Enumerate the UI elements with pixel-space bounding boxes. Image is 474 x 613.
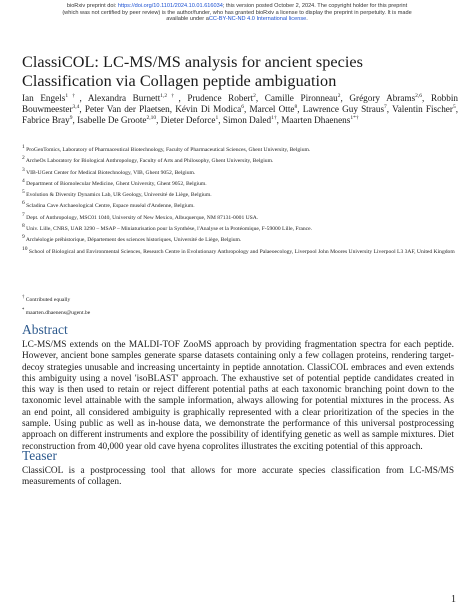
author-separator: , [455, 103, 458, 114]
author-name: Fabrice Bray [22, 114, 70, 125]
author-name: Robbin Bouwmeester [22, 93, 458, 114]
affiliation-item [22, 189, 456, 199]
author-name: Dieter Deforce [160, 114, 216, 125]
author-name: Simon Daled [222, 114, 272, 125]
abstract-heading: Abstract [22, 322, 68, 337]
corresponding-marker: * [22, 308, 25, 313]
contributed-text: Contributed equally [25, 296, 71, 303]
author-name: Isabelle De Groote [77, 114, 147, 125]
author-affiliation-marker: 9 [69, 114, 73, 121]
affiliation-text: Univ. Lille, CNRS, UAR 3290 – MSAP – Miniaturisation pour la Synthèse, l'Analyse et la Protéomique, F-59000 Lille, France. [26, 226, 313, 233]
doi-link[interactable]: https://doi.org/10.1101/2024.10.01.616034 [117, 3, 223, 9]
author-name: Peter Van der Plaetsen, Kévin Di Modica [84, 103, 242, 114]
corresponding-note [22, 307, 456, 317]
contributed-marker: † [22, 295, 25, 300]
author-name: Maarten Dhaenens [281, 114, 351, 125]
affiliation-number: 5 [22, 189, 25, 196]
author-affiliation-marker: 5 [452, 103, 456, 110]
banner-prefix: bioRxiv preprint doi: [66, 3, 118, 9]
author-separator: , [386, 103, 393, 114]
paper-title: ClassiCOL: LC-MS/MS analysis for ancient species Classification via Collagen peptide ambiguation [22, 53, 363, 90]
author-separator: , [276, 114, 282, 125]
affiliation-item [22, 245, 456, 256]
page-number: 1 [451, 594, 456, 605]
author-affiliation-marker: 1,2† [160, 92, 179, 99]
affiliation-text: Department of Biomolecular Medicine, Ghent University, Ghent 9052, Belgium. [26, 180, 207, 187]
license-link[interactable]: CC-BY-NC-ND 4.0 International license [208, 16, 307, 23]
banner-line3-prefix: available under a [166, 16, 209, 23]
affiliation-text: Archéologie préhistorique, Département des sciences historiques, Université de Liège, Belgium. [25, 237, 242, 244]
author-affiliation-marker: 2,10 [146, 114, 157, 121]
author-separator: , [244, 103, 250, 114]
affiliation-item [22, 211, 456, 222]
author-name: Marcel Otte [249, 103, 295, 114]
author-affiliation-marker: 1*† [350, 114, 359, 121]
author-affiliation-marker: 2,6 [415, 92, 423, 99]
affiliation-number: 10 [22, 245, 28, 252]
author-name: Ian Engels [22, 93, 66, 103]
affiliation-number: 8 [22, 223, 25, 230]
author-separator: , [218, 114, 223, 125]
author-affiliation-marker: 1† [271, 114, 277, 121]
author-name: Valentin Fischer [392, 103, 453, 114]
affiliation-list [22, 144, 456, 260]
author-list [22, 93, 458, 126]
banner-line2: (which was not certified by peer review) is the author/funder, who has granted bioRxiv a license to display the preprint in perpetuity. It is made [62, 9, 412, 16]
affiliation-text: School of Biological and Environmental Sciences, Research Centre in Evolutionary Anthropology and Palaeoecology, Liverpool John Moores University Liverpool L3 3AF, United Kingdom [28, 248, 455, 255]
author-separator: , [72, 114, 78, 125]
affiliation-item [22, 155, 456, 165]
author-name: Alexandra Burnett [87, 93, 161, 103]
affiliation-number: 6 [22, 200, 25, 207]
affiliation-text: Scladina Cave Archaeological Centre, Espace muséal d'Andenne, Belgium. [26, 203, 195, 210]
author-separator: , [340, 93, 350, 103]
teaser-text: ClassiCOL is a postprocessing tool that allows for more accurate species classification from LC-MS/MS measurements of collagen. [22, 466, 454, 488]
author-affiliation-marker: 1 [215, 114, 219, 121]
teaser-heading: Teaser [22, 448, 58, 463]
affiliation-text: Dept. of Anthropology, MSC01 1040, University of New Mexico, Albuquerque, NM 87131-0001 USA. [26, 214, 259, 221]
author-separator: , [255, 93, 265, 103]
affiliation-item [22, 200, 456, 210]
affiliation-number: 4 [22, 178, 25, 185]
affiliation-number: 1 [22, 144, 25, 151]
author-separator: , [422, 93, 431, 103]
author-separator: , [79, 93, 88, 103]
author-separator: , [156, 114, 161, 125]
affiliation-item [22, 178, 456, 188]
affiliation-number: 2 [22, 155, 25, 162]
author-name: Camille Pironneau [264, 93, 338, 103]
affiliation-item [22, 234, 456, 244]
affiliation-text: ProGenTomics, Laboratory of Pharmaceutical Biotechnology, Faculty of Pharmaceutical Sciences, Ghent University, Belgium. [26, 147, 311, 153]
affiliation-number: 3 [22, 166, 25, 173]
corresponding-email[interactable]: maarten.dhaenens@ugent.be [25, 309, 91, 316]
affiliation-number: 7 [22, 211, 25, 218]
author-name: Lawrence Guy Straus [302, 103, 385, 114]
banner-line1-rest: ; this version posted October 2, 2024. The copyright holder for this preprint [222, 3, 408, 9]
affiliation-item [22, 223, 456, 233]
affiliation-text: Evolution & Diversity Dynamics Lab, UR Geology, Université de Liège, Belgium. [26, 192, 212, 199]
affiliation-text: VIB-UGent Center for Medical Biotechnology, VIB, Ghent 9052, Belgium. [26, 169, 196, 176]
abstract-text: LC-MS/MS extends on the MALDI-TOF ZooMS approach by providing fragmentation spectra for each peptide. However, ancient bone samples generate sparse datasets containing only a few collagen proteins, rendering target-decoy strategies unusable and increasing uncertainty in peptide annotation. ClassiCOL embraces and even extends this ambiguity using a novel 'isoBLAST' approach. The exhaustive set of potential peptide candidates created in this way is then used to retain or reject different potential paths at each taxonomic branching point down to the taxonomic level attainable with the sample information, always allowing for potential mixtures in the process. As an end point, all considered ambiguity is graphically represented with a clear prioritization of the species in the sample. Using public as well as in-house data, we demonstrate the performance of this universal postprocessing approach on different instruments and explore the possibility of identifying genetic as well as sample mixtures. Diet reconstruction from 40,000 year old cave hyena coprolites illustrates the exciting potential of this approach. [22, 340, 454, 452]
author-separator: , [79, 103, 85, 114]
author-affiliation-marker: 7 [384, 103, 387, 110]
author-affiliation-marker: 1† [65, 92, 80, 99]
author-affiliation-marker: 3,4 [72, 103, 80, 110]
author-separator: , [178, 93, 188, 103]
affiliation-text: ArcheOs Laboratory for Biological Anthropology, Faculty of Arts and Philosophy, Ghent University, Belgium. [25, 158, 274, 165]
affiliation-item [22, 144, 456, 154]
affiliation-item [22, 166, 456, 177]
author-affiliation-marker: 8 [294, 103, 298, 110]
preprint-banner [0, 3, 474, 23]
author-affiliation-marker: 2 [253, 92, 256, 99]
author-name: Grégory Abrams [349, 93, 416, 103]
author-affiliation-marker: 6 [241, 103, 244, 110]
author-separator: , [297, 103, 303, 114]
banner-line3-suffix: . [306, 16, 308, 23]
contributed-note [22, 294, 456, 304]
author-name: Prudence Robert [187, 93, 254, 103]
affiliation-number: 9 [22, 234, 25, 241]
author-affiliation-marker: 2 [337, 92, 341, 99]
